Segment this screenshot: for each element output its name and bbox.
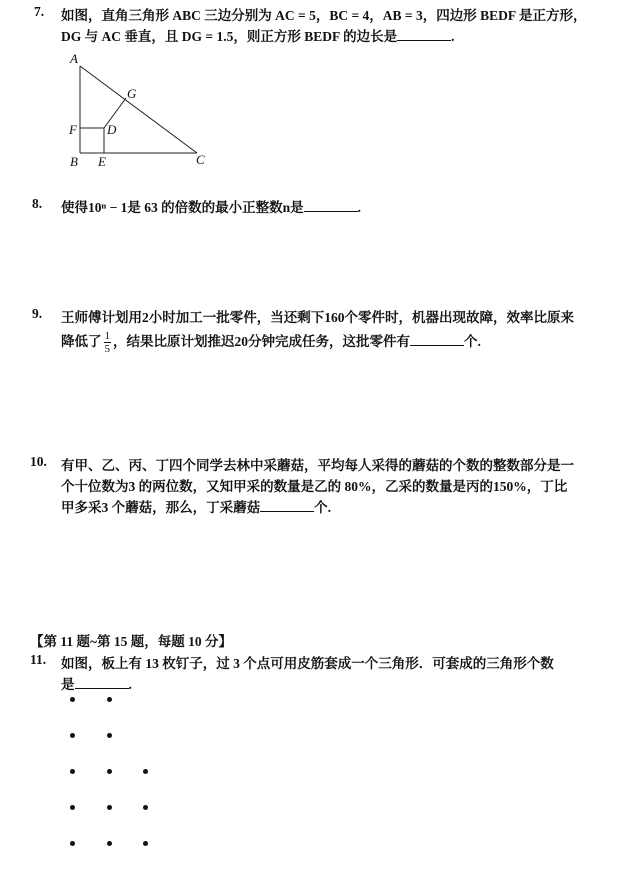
label-C: C [196, 152, 205, 167]
nail-dot [70, 733, 75, 738]
section-header: 【第 11 题~第 15 题，每题 10 分】 [30, 634, 233, 649]
numerator: 1 [104, 330, 110, 343]
question-10-line2: 个十位数为3 的两位数，又知甲采的数量是乙的 80%，乙采的数量是丙的150%，丁比 [61, 479, 568, 494]
nail-dot [107, 841, 112, 846]
question-11-number: 11. [30, 652, 47, 667]
period: . [357, 200, 362, 215]
nail-dot [70, 769, 75, 774]
question-11-text: 是 [61, 677, 75, 692]
nail-dot [70, 805, 75, 810]
unit: 个. [314, 500, 331, 515]
question-11-line2 [61, 673, 132, 693]
period: . [451, 29, 455, 44]
answer-blank[interactable] [304, 199, 358, 212]
question-7-text: DG 与 AC 垂直，且 DG = 1.5，则正方形 BEDF 的边长是 [61, 29, 398, 44]
question-7-number: 7. [34, 4, 45, 19]
nail-dot [70, 841, 75, 846]
question-11-line1: 如图，板上有 13 枚钉子，过 3 个点可用皮筋套成一个三角形．可套成的三角形个数 [61, 656, 554, 671]
nail-dot [107, 733, 112, 738]
question-10-number: 10. [30, 454, 47, 469]
question-9-text: 降低了 [61, 334, 102, 349]
square-BEDF [80, 128, 104, 153]
question-8-line [61, 196, 361, 216]
question-7-line1: 如图，直角三角形 ABC 三边分别为 AC = 5，BC = 4，AB = 3，四边形 BEDF 是正方形， [61, 8, 587, 23]
nail-dot [70, 697, 75, 702]
label-F: F [69, 122, 77, 137]
nail-dot [107, 805, 112, 810]
denominator: 5 [104, 343, 110, 356]
question-10-line3 [61, 496, 331, 516]
question-10-text: 甲多采3 个蘑菇，那么，丁采蘑菇 [61, 500, 261, 515]
label-B: B [70, 154, 78, 169]
answer-blank[interactable] [75, 676, 129, 689]
period: . [128, 677, 132, 692]
label-E: E [98, 154, 106, 169]
question-9-text: ，结果比原计划推迟20分钟完成任务，这批零件有 [113, 334, 410, 349]
label-A: A [70, 51, 78, 66]
triangle-figure [0, 0, 634, 180]
question-9-line2 [61, 330, 481, 355]
fraction [104, 330, 112, 355]
side-AC [80, 66, 197, 153]
label-D: D [107, 122, 117, 137]
question-9-number: 9. [32, 306, 43, 321]
answer-blank[interactable] [410, 333, 464, 346]
nail-dot [143, 805, 148, 810]
question-8-number: 8. [32, 196, 43, 211]
nail-dot [143, 841, 148, 846]
label-G: G [127, 86, 137, 101]
question-8-text: 使得10ⁿ − 1是 63 的倍数的最小正整数n是 [61, 200, 304, 215]
answer-blank[interactable] [260, 499, 314, 512]
nail-dot [107, 769, 112, 774]
question-10-line1: 有甲、乙、丙、丁四个同学去林中采蘑菇，平均每人采得的蘑菇的个数的整数部分是一 [61, 458, 574, 473]
nail-dot [143, 769, 148, 774]
question-9-line1: 王师傅计划用2小时加工一批零件，当还剩下160个零件时，机器出现故障，效率比原来 [61, 310, 574, 325]
nail-dot [107, 697, 112, 702]
unit: 个. [464, 334, 481, 349]
